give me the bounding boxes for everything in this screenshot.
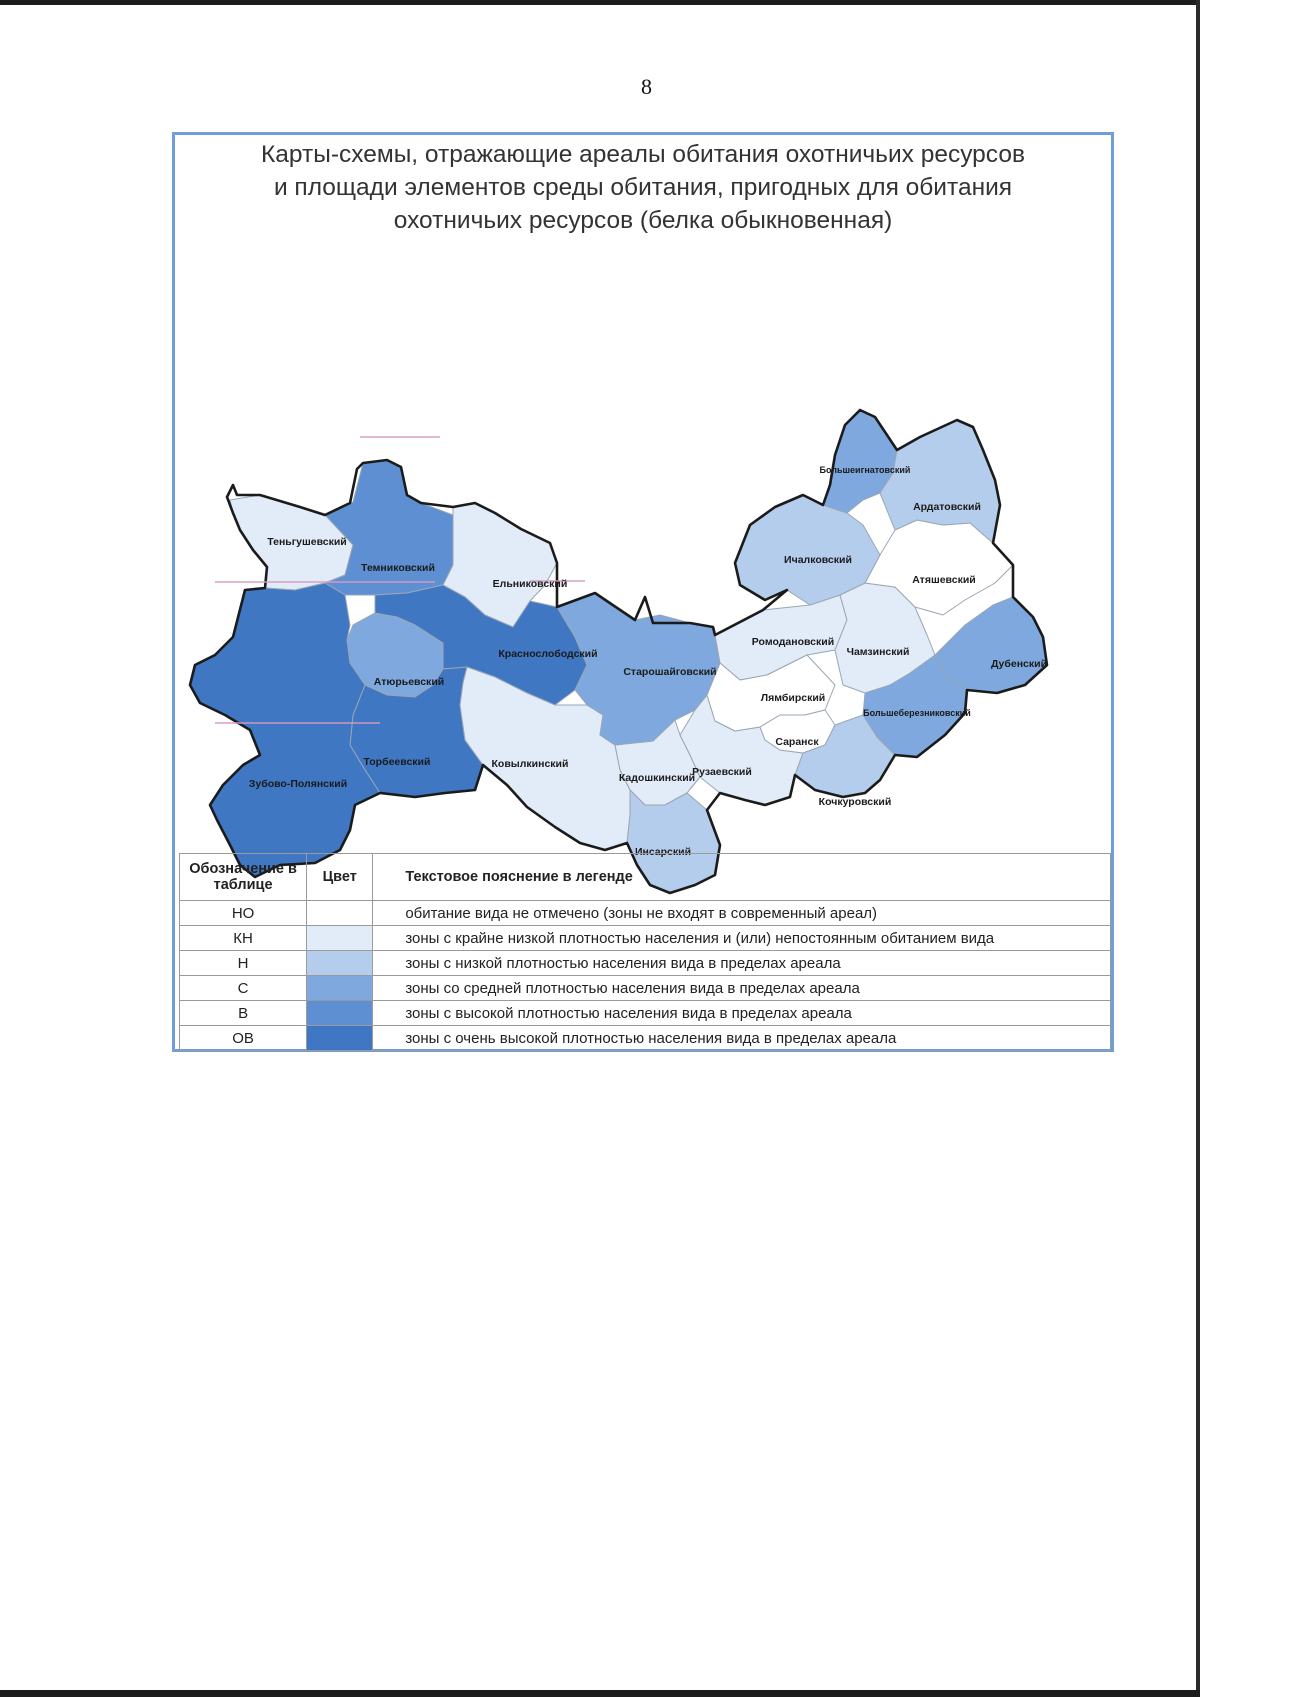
district-label: Кочкуровский [818,796,892,808]
district-label: Теньгушевский [267,536,347,548]
legend-swatch [307,1001,372,1025]
legend-color-cell [307,901,373,926]
map-title-line: и площади элементов среды обитания, пригодных для обитания [273,174,1013,201]
district-label: Инсарский [634,846,692,858]
legend-code: В [180,1001,307,1026]
map-title-line: охотничьих ресурсов (белка обыкновенная) [393,207,893,234]
legend-swatch [307,976,372,1000]
district-label: Большеигнатовский [819,465,911,475]
legend-text: зоны с высокой плотностью населения вида в пределах ареала [373,1001,1111,1026]
district-label: Дубенский [990,658,1048,670]
district-label: Старошайговский [623,666,717,678]
district-label: Чамзинский [846,646,910,658]
legend-text: зоны со средней плотностью населения вида в пределах ареала [373,976,1111,1001]
map-title-line: Карты-схемы, отражающие ареалы обитания охотничьих ресурсов [261,141,1025,168]
legend-swatch [307,1026,372,1050]
district-area [880,420,1000,543]
scan-edge-bottom [0,1690,1200,1697]
legend-code: Н [180,951,307,976]
legend-swatch [307,901,372,925]
legend-code: КН [180,926,307,951]
district-map [175,135,1111,858]
legend-code: ОВ [180,1026,307,1051]
legend-header-color: Цвет [307,854,373,901]
district-label: Атюрьевский [373,676,445,688]
legend-body [180,901,1111,1051]
legend-swatch [307,926,372,950]
legend-text: зоны с низкой плотностью населения вида в пределах ареала [373,951,1111,976]
legend-header-row [180,854,1111,901]
district-label: Ковылкинский [491,758,569,770]
scan-edge-top [0,0,1200,5]
legend-color-cell [307,976,373,1001]
district-label: Лямбирский [760,692,826,704]
legend-color-cell [307,1026,373,1051]
legend-color-cell [307,1001,373,1026]
district-label: Ромодановский [751,636,835,648]
page-number: 8 [641,74,652,99]
legend-row [180,951,1111,976]
legend-color-cell [307,951,373,976]
district-label: Зубово-Полянский [248,778,348,790]
legend-header-code: Обозначение в таблице [180,854,307,901]
legend-row [180,976,1111,1001]
district-label: Саранск [775,736,819,748]
legend-swatch [307,951,372,975]
legend-row [180,926,1111,951]
district-label: Ичалковский [784,554,852,566]
district-label: Краснослободский [498,648,598,660]
legend-code: С [180,976,307,1001]
legend-text: обитание вида не отмечено (зоны не входят в современный ареал) [373,901,1111,926]
legend-row [180,1026,1111,1051]
legend-header-text: Текстовое пояснение в легенде [373,854,1111,901]
legend-text: зоны с очень высокой плотностью населения вида в пределах ареала [373,1026,1111,1051]
district-label: Большеберезниковский [863,708,971,718]
legend-text: зоны с крайне низкой плотностью населения и (или) непостоянным обитанием вида [373,926,1111,951]
district-label: Кадошкинский [618,772,696,784]
legend-table [179,853,1111,1051]
legend-code: НО [180,901,307,926]
legend-row [180,1001,1111,1026]
district-area [190,583,380,877]
district-label: Атяшевский [912,574,976,586]
district-label: Темниковский [361,562,435,574]
map-figure [172,132,1114,1052]
legend-color-cell [307,926,373,951]
district-label: Ардатовский [913,501,981,513]
scan-edge-right [1196,0,1200,1697]
district-label: Торбеевский [363,756,431,768]
legend-row [180,901,1111,926]
district-label: Ельниковский [492,578,568,590]
district-label: Рузаевский [692,766,752,778]
